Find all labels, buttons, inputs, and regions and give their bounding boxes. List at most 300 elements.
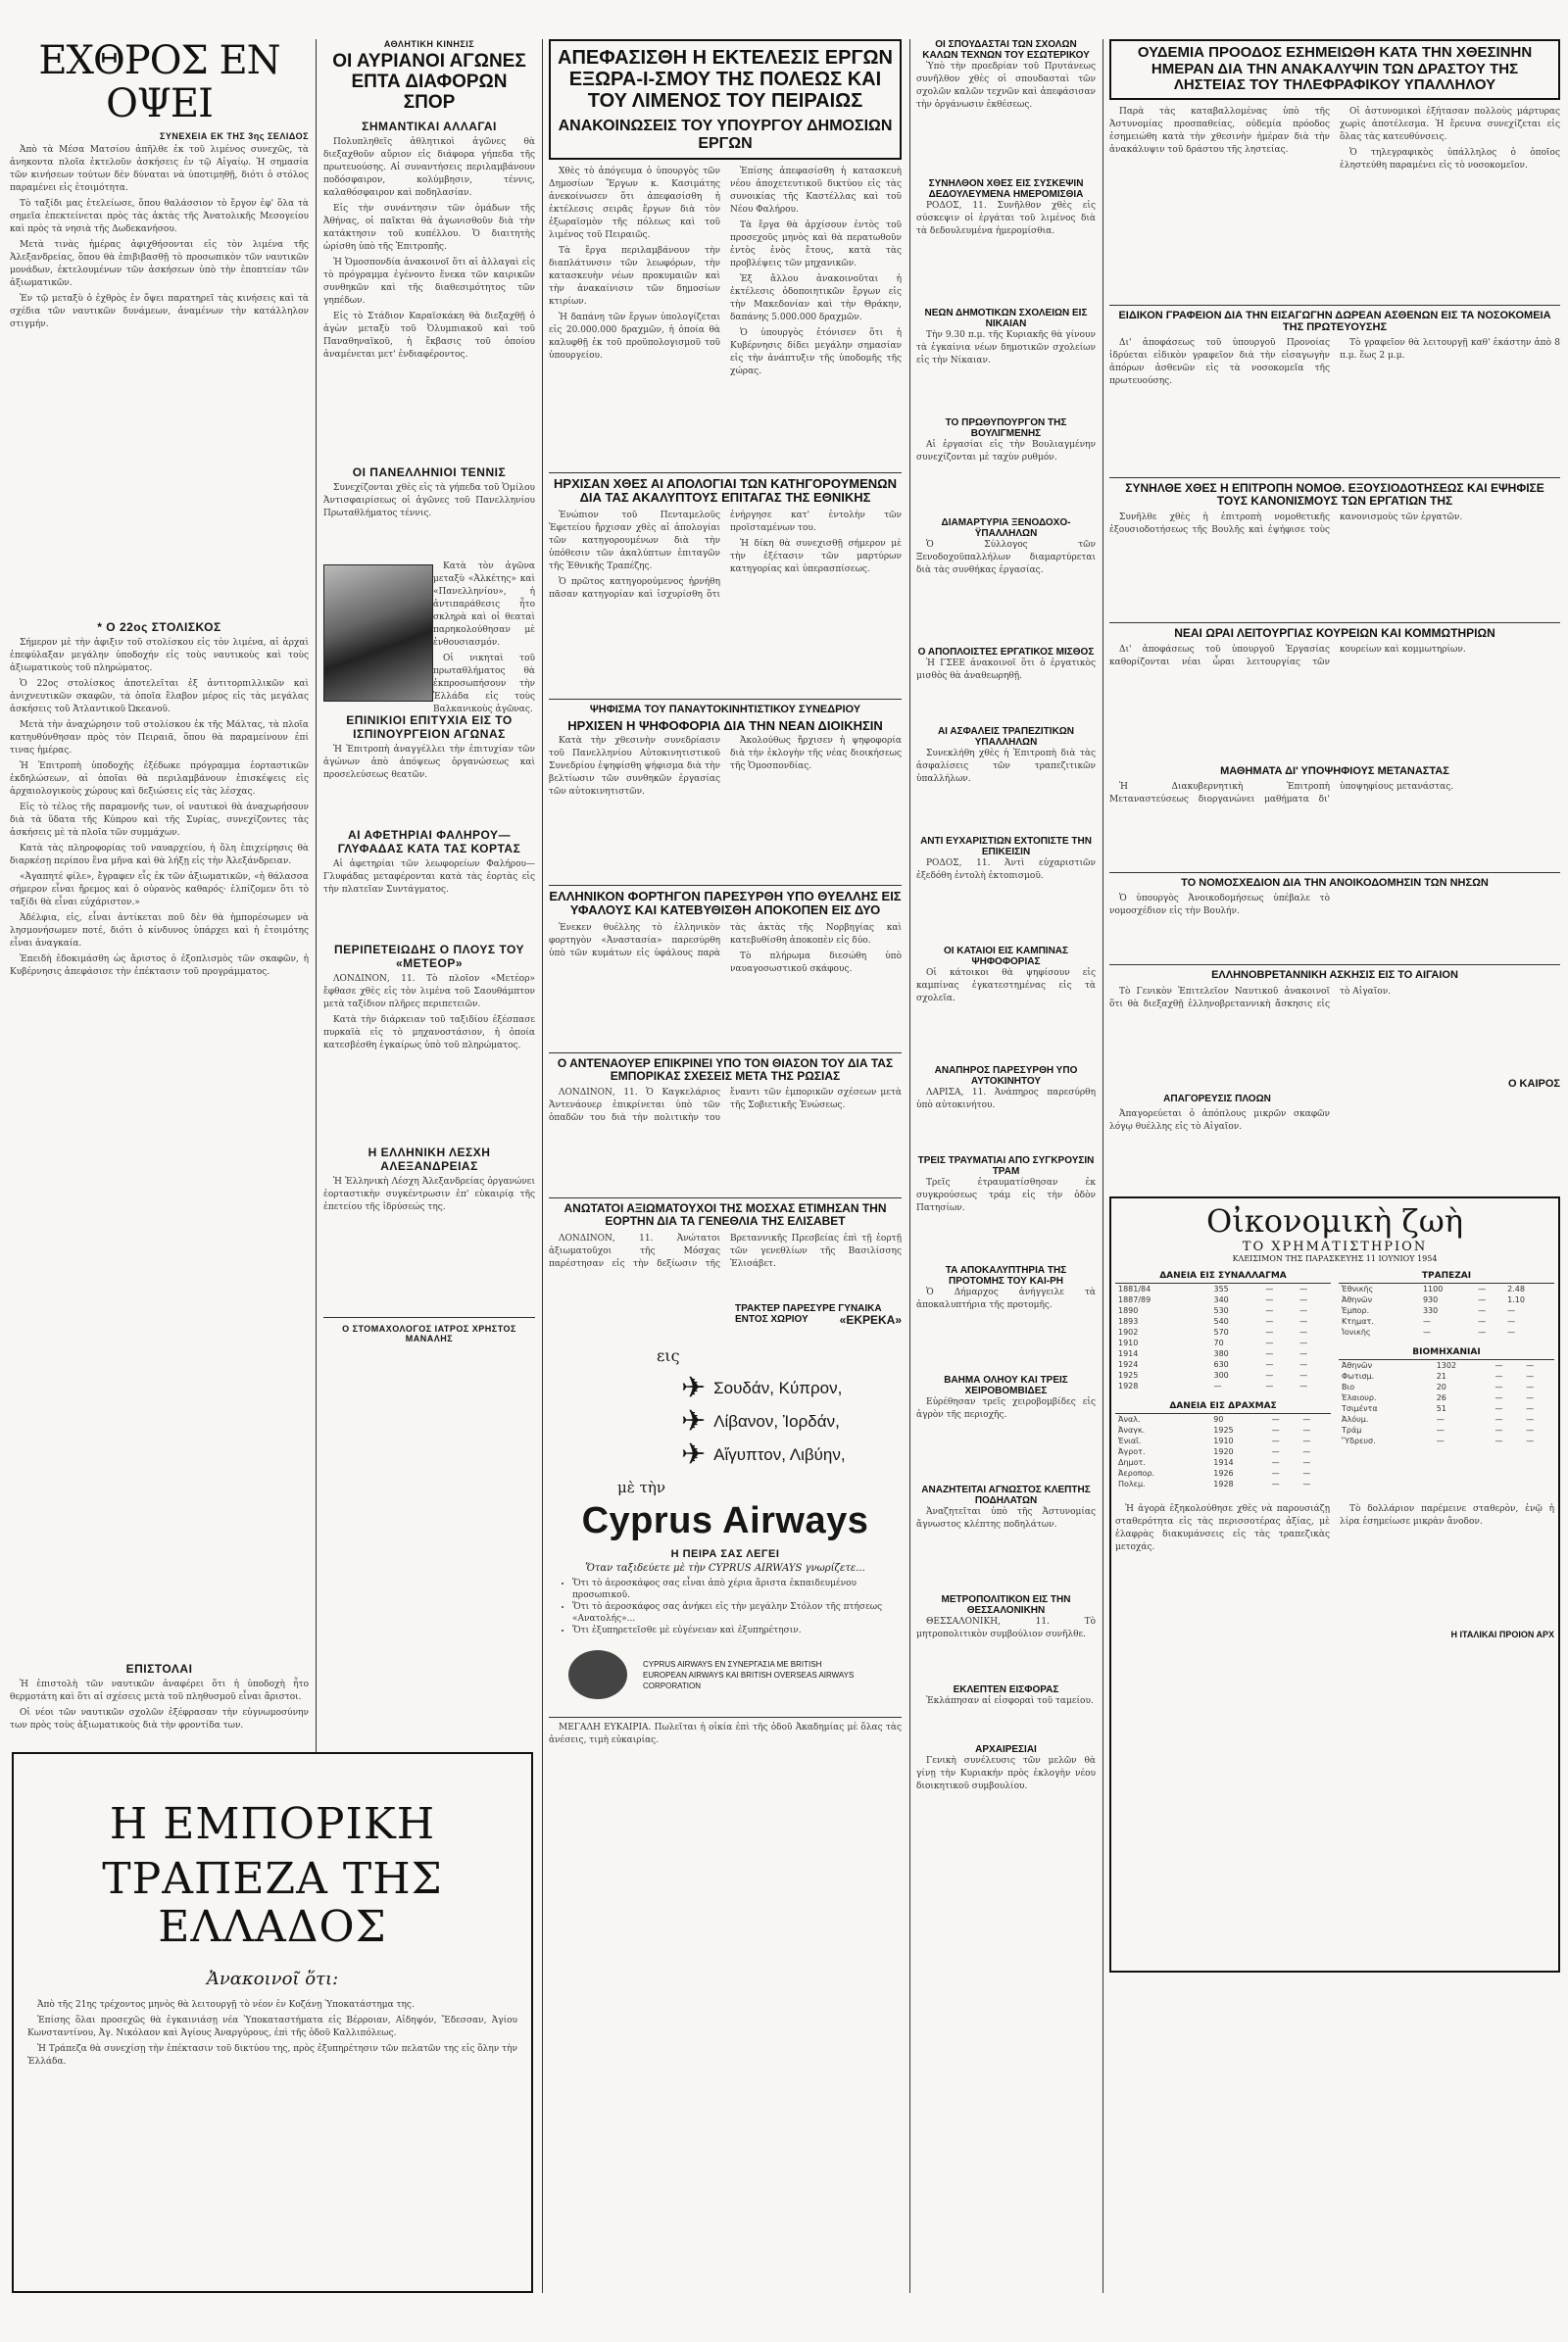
table-cell: — xyxy=(1265,1305,1274,1315)
kicker: ΑΘΛΗΤΙΚΗ ΚΙΝΗΣΙΣ xyxy=(383,39,475,49)
table-cell: — xyxy=(1478,1284,1487,1293)
table-cell: 1890 xyxy=(1118,1305,1139,1315)
article-text: Ὁ ὑπουργὸς Ἀνοικοδομήσεως ὑπέβαλε τὸ νομοσχέδιον εἰς τὴν Βουλήν. xyxy=(1109,894,1330,917)
table-cell: 90 xyxy=(1213,1414,1224,1424)
table-cell: — xyxy=(1302,1479,1311,1488)
table-cell: 355 xyxy=(1213,1284,1229,1293)
sports-photo xyxy=(323,564,433,702)
table-cell: Φωτισμ. xyxy=(1342,1371,1375,1381)
divider xyxy=(549,885,902,886)
table-cell: Κτηματ. xyxy=(1342,1316,1374,1326)
table-cell: — xyxy=(1302,1414,1311,1424)
table-cell: 1925 xyxy=(1118,1370,1139,1380)
section-subhead: ΠΕΡΙΠΕΤΕΙΩΔΗΣ Ο ΠΛΟΥΣ ΤΟΥ «ΜΕΤΕΟΡ» xyxy=(334,942,524,970)
table-cell: — xyxy=(1299,1359,1308,1369)
headline-adenauer: Ο ΑΝΤΕΝΑΟΥΕΡ ΕΠΙΚΡΙΝΕΙ ΥΠΟ ΤΟΝ ΘΙΑΣΟΝ ΤΟΥ ΔΙΑ ΤΑΣ ΕΜΠΟΡΙΚΑΣ ΣΧΕΣΕΙΣ ΜΕΤΑ ΤΗΣ ΡΩΣΙΑΣ xyxy=(557,1055,894,1083)
article-text: Ὁ Σύλλογος τῶν Ξενοδοχοϋπαλλήλων διαμαρτύρεται διὰ τὰς συνθήκας ἐργασίας. xyxy=(916,540,1096,575)
airline-name: Cyprus Airways xyxy=(581,1500,869,1541)
headline-robbery: ΟΥΔΕΜΙΑ ΠΡΟΟΔΟΣ ΕΣΗΜΕΙΩΘΗ ΚΑΤΑ ΤΗΝ ΧΘΕΣΙΝΗΝ ΗΜΕΡΑΝ ΔΙΑ ΤΗΝ ΑΝΑΚΑΛΥΨΙΝ ΤΩΝ ΔΡΑΣΤΟΥ ΤΗΣ ΛΗΣΤΕΙΑΣ ΤΟΥ ΤΗΛΕΦΡΑΦΙΚΟΥ ΥΠΑΛΛΗΛΟΥ xyxy=(1137,44,1533,93)
divider xyxy=(1109,305,1560,306)
table-row xyxy=(1115,1381,1331,1391)
article-text: Κατὰ τὴν χθεσινὴν συνεδρίασιν τοῦ Πανελληνίου Αὐτοκινητιστικοῦ Συνεδρίου ἐψηφίσθη ψήφισμα διὰ τὴν βελτίωσιν τῶν συνθηκῶν ἐργασίας τῶν αὐτοκινητιστῶν. Ἀκολούθως ἤρχισεν ἡ ψηφοφορία διὰ τὴν ἐκλογὴν τῆς νέας διοικήσεως τῆς Ὁμοσπονδίας. xyxy=(549,736,902,798)
table-cell: 1910 xyxy=(1213,1436,1234,1445)
headline-bust: ΤΑ ΑΠΟΚΑΛΥΠΤΗΡΙΑ ΤΗΣ ΠΡΟΤΟΜΗΣ ΤΟΥ ΚΑΙ-ΡΗ xyxy=(945,1265,1067,1287)
subheadline-ministry: ΑΝΑΚΟΙΝΩΣΕΙΣ ΤΟΥ ΥΠΟΥΡΓΟΥ ΔΗΜΟΣΙΩΝ ΕΡΓΩΝ xyxy=(558,118,893,152)
ad-footer: CYPRUS AIRWAYS ΕΝ ΣΥΝΕΡΓΑΣΙΑ ΜΕ BRITISH EUROPEAN AIRWAYS ΚΑΙ BRITISH OVERSEAS AIRWAYS CORPORATION xyxy=(643,1659,855,1690)
table-cell: 1.10 xyxy=(1507,1294,1525,1304)
table-row xyxy=(1339,1359,1554,1371)
route-row xyxy=(681,1372,902,1404)
headline-barbers: ΝΕΑΙ ΩΡΑΙ ΛΕΙΤΟΥΡΓΙΑΣ ΚΟΥΡΕΙΩΝ ΚΑΙ ΚΟΜΜΩΤΗΡΙΩΝ xyxy=(1174,626,1495,641)
table-cell: Ἰονικῆς xyxy=(1342,1327,1371,1337)
table-row xyxy=(1115,1338,1331,1348)
airplane-icon: ✈ xyxy=(681,1372,707,1404)
section-subhead: Η ΕΛΛΗΝΙΚΗ ΛΕΣΧΗ ΑΛΕΞΑΝΔΡΕΙΑΣ xyxy=(368,1145,491,1173)
table-cell: 340 xyxy=(1213,1294,1229,1304)
divider xyxy=(549,1052,902,1053)
table-cell: — xyxy=(1494,1371,1503,1381)
section-subhead: ΣΗΜΑΝΤΙΚΑΙ ΑΛΛΑΓΑΙ xyxy=(362,119,497,133)
table-cell: Ἀεροπορ. xyxy=(1118,1468,1155,1478)
table-row xyxy=(1339,1327,1554,1338)
table-cell: 1902 xyxy=(1118,1327,1139,1337)
table-title: ΔΑΝΕΙΑ ΕΙΣ ΣΥΝΑΛΛΑΓΜΑ xyxy=(1115,1269,1331,1284)
table-cell: — xyxy=(1436,1436,1445,1445)
bank-name-line-1: Η ΕΜΠΟΡΙΚΗ xyxy=(109,1799,436,1849)
bank-advertisement xyxy=(12,1752,533,2293)
top-headline-box xyxy=(1109,39,1560,100)
article-text: Ἡ Διακυβερνητικὴ Ἐπιτροπὴ Μεταναστεύσεως διοργανώνει μαθήματα δι' ὑποψηφίους μετανάστας. xyxy=(1109,782,1454,805)
column-rule xyxy=(542,39,543,2293)
ad-with: μὲ τὴν xyxy=(617,1479,665,1496)
table-cell: — xyxy=(1494,1436,1503,1445)
table-row xyxy=(1339,1392,1554,1403)
section-subhead: ΟΙ ΠΑΝΕΛΛΗΝΙΟΙ ΤΕΝΝΙΣ xyxy=(352,464,507,479)
headline-islands: ΤΟ ΝΟΜΟΣΧΕΔΙΟΝ ΔΙΑ ΤΗΝ ΑΝΟΙΚΟΔΟΜΗΣΙΝ ΤΩΝ ΝΗΣΩΝ xyxy=(1181,877,1489,890)
headline-enemy: ΕΧΘΡΟΣ ΕΝ ΟΨΕΙ xyxy=(38,38,280,126)
table-cell: — xyxy=(1271,1425,1280,1435)
table-cell: — xyxy=(1299,1348,1308,1358)
table-cell: — xyxy=(1299,1370,1308,1380)
table-row xyxy=(1115,1370,1331,1381)
table-row xyxy=(1115,1294,1331,1305)
table-cell: 630 xyxy=(1213,1359,1229,1369)
table-cell: 51 xyxy=(1436,1403,1446,1413)
article-text: Ἡ Ἐπιτροπὴ ἀναγγέλλει τὴν ἐπιτυχίαν τῶν ἀγώνων ἀπὸ ἀπόψεως ὀργανώσεως καὶ προσελεύσεως θεατῶν. xyxy=(323,744,535,780)
table-cell: Ἀθηνῶν xyxy=(1342,1294,1373,1304)
table-cell: — xyxy=(1302,1457,1311,1467)
table-cell: — xyxy=(1265,1370,1274,1380)
table-cell: — xyxy=(1265,1381,1274,1391)
route-egypt-libya: Αἴγυπτον, Λιβύην, xyxy=(713,1445,846,1464)
table-cell: Τράμ xyxy=(1342,1425,1362,1435)
article-text: ΛΟΝΔΙΝΟΝ, 11. Ὁ Καγκελάριος Ἀντενάουερ ἐπικρίνεται ὑπὸ τῶν ὀπαδῶν του διὰ τὴν πολιτικὴν του ἔναντι τῶν ἐμπορικῶν σχέσεων μετὰ τῆς Σοβιετικῆς Ἑνώσεως. xyxy=(549,1088,902,1124)
divider xyxy=(323,1317,535,1318)
continuation-note: ΣΥΝΕΧΕΙΑ ΕΚ ΤΗΣ 3ης ΣΕΛΙΔΟΣ xyxy=(159,131,309,141)
table-cell: 1914 xyxy=(1118,1348,1139,1358)
table-row xyxy=(1115,1327,1331,1338)
table-cell: — xyxy=(1526,1360,1535,1370)
headline-moscow: ΑΝΩΤΑΤΟΙ ΑΞΙΩΜΑΤΟΥΧΟΙ ΤΗΣ ΜΟΣΧΑΣ ΕΤΙΜΗΣΑΝ ΤΗΝ ΕΟΡΤΗΝ ΔΙΑ ΤΑ ΓΕΝΕΘΛΙΑ ΤΗΣ ΕΛΙΣΑΒΕΤ xyxy=(564,1201,887,1229)
table-cell: — xyxy=(1478,1294,1487,1304)
headline-booths: ΟΙ ΚΑΤΑΙΟΙ ΕΙΣ ΚΑΜΠΙΝΑΣ ΨΗΦΟΦΟΡΙΑΣ xyxy=(943,946,1069,967)
article-text: Πολυπληθεῖς ἀθλητικοὶ ἀγῶνες θὰ διεξαχθοῦν αὔριον εἰς διάφορα γήπεδα τῆς πρωτευούσης. Αἱ συναντήσεις περιλαμβάνουν ποδόσφαιρον, κολύμβησιν, τέννις, καλαθόσφαιρον καὶ ποδηλασίαν. Εἰς τὴν συνάντησιν τῶν ὁμάδων τῆς Ἀθήνας, οἱ παῖκται θὰ ἀγωνισθοῦν διὰ τὴν κατάκτησιν τοῦ κυπέλλου. Ὁ διαιτητὴς ὡρίσθη ὑπὸ τῆς Ἐπιτροπῆς. Ἡ Ὁμοσπονδία ἀνακοινοῖ ὅτι αἱ ἀλλαγαὶ εἰς τὸ πρόγραμμα ἐγένοντο ἕνεκα τῶν καιρικῶν συνθηκῶν καὶ τῆς διαθεσιμότητος τῶν γηπέδων. Εἰς τὸ Στάδιον Καραϊσκάκη θὰ διεξαχθῇ ὁ ἀγὼν μεταξὺ τοῦ Ὀλυμπιακοῦ καὶ τοῦ Παναθηναϊκοῦ, ἡ ἔκβασις τοῦ ὁποίου ἀναμένεται μετ' ἐνδιαφέροντος. xyxy=(323,136,535,360)
table-row xyxy=(1339,1305,1554,1316)
article-text: Τρεῖς ἐτραυματίσθησαν ἐκ συγκρούσεως τράμ εἰς τὴν ὁδὸν Πατησίων. xyxy=(916,1178,1096,1213)
table-row xyxy=(1115,1479,1331,1489)
table-cell: — xyxy=(1302,1446,1311,1456)
headline-hospital: ΕΙΔΙΚΟΝ ΓΡΑΦΕΙΟΝ ΔΙΑ ΤΗΝ ΕΙΣΑΓΩΓΗΝ ΔΩΡΕΑΝ ΑΣΘΕΝΩΝ ΕΙΣ ΤΑ ΝΟΣΟΚΟΜΕΙΑ ΤΗΣ ΠΡΩΤΕΥΟΥΣΗΣ xyxy=(1118,309,1551,333)
article-text: ΡΟΔΟΣ, 11. Ἀντὶ εὐχαριστιῶν ἐξεδόθη ἐντολὴ ἐκτοπισμοῦ. xyxy=(916,858,1096,881)
table-cell: 1928 xyxy=(1118,1381,1139,1391)
table-cell: 1914 xyxy=(1213,1457,1234,1467)
table-row xyxy=(1339,1436,1554,1446)
headline-art-students: ΟΙ ΣΠΟΥΔΑΣΤΑΙ ΤΩΝ ΣΧΟΛΩΝ ΚΑΛΩΝ ΤΕΧΝΩΝ ΤΟΥ ΕΣΩΤΕΡΙΚΟΥ xyxy=(922,39,1090,61)
table-cell: — xyxy=(1436,1425,1445,1435)
table-cell: — xyxy=(1271,1479,1280,1488)
headline-grenades: ΒΑΗΜΑ ΟΛΗΟΥ ΚΑΙ ΤΡΕΙΣ ΧΕΙΡΟΒΟΜΒΙΔΕΣ xyxy=(944,1375,1068,1396)
table-cell: 1910 xyxy=(1118,1338,1139,1347)
industries-table xyxy=(1339,1345,1554,1446)
column-rule xyxy=(1102,39,1103,2293)
ad-bullet: • Ὅτι ἐξυπηρετεῖσθε μὲ εὐγένειαν καὶ ἐξυπηρέτησιν. xyxy=(572,1625,902,1636)
article-text: Αἱ ἀφετηρίαι τῶν λεωφορείων Φαλήρου—Γλυφάδας μεταφέρονται κατὰ τὰς ἑορτὰς εἰς τὴν πλατεῖαν Συντάγματος. xyxy=(323,858,535,895)
table-cell: 1920 xyxy=(1213,1446,1234,1456)
article-text: Κατὰ τὸν ἀγῶνα μεταξὺ «Ἀλκέτης» καὶ «Πανελληνίου», ἡ ἀντιπαράθεσις ἦτο σκληρὰ καὶ οἱ θεαταὶ παρηκολούθησαν μὲ ἐνθουσιασμόν. Οἱ νικηταὶ τοῦ πρωταθλήματος θὰ ἐκπροσωπήσουν τὴν Ἑλλάδα εἰς τοὺς Βαλκανικοὺς ἀγῶνας. xyxy=(433,561,535,714)
table-cell: 2.48 xyxy=(1507,1284,1525,1293)
headline-bank-clerks: ΑΙ ΑΣΦΑΛΕΙΣ ΤΡΑΠΕΖΙΤΙΚΩΝ ΥΠΑΛΛΗΛΩΝ xyxy=(937,726,1075,748)
route-row xyxy=(681,1439,902,1471)
route-lebanon-jordan: Λίβανον, Ἰορδάν, xyxy=(713,1412,840,1431)
table-cell: — xyxy=(1299,1305,1308,1315)
headline-sail-ban: ΑΠΑΓΟΡΕΥΣΙΣ ΠΛΟΩΝ xyxy=(1163,1093,1271,1104)
table-cell: — xyxy=(1265,1338,1274,1347)
column-4 xyxy=(916,39,1096,2283)
headline-motorists: ΨΗΦΙΣΜΑ ΤΟΥ ΠΑΝΑΥΤΟΚΙΝΗΤΙΣΤΙΚΟΥ ΣΥΝΕΔΡΙΟΥ xyxy=(589,703,861,715)
table-cell: — xyxy=(1271,1468,1280,1478)
table-cell: — xyxy=(1494,1382,1503,1391)
table-cell: — xyxy=(1494,1360,1503,1370)
divider xyxy=(549,472,902,473)
finance-date: ΚΛΕΙΣΙΜΟΝ ΤΗΣ ΠΑΡΑΣΚΕΥΗΣ 11 ΙΟΥΝΙΟΥ 1954 xyxy=(1232,1253,1438,1263)
headline-schools: ΝΕΩΝ ΔΗΜΟΤΙΚΩΝ ΣΧΟΛΕΙΩΝ ΕΙΣ ΝΙΚΑΙΑΝ xyxy=(924,308,1088,329)
article-text: Δι' ἀποφάσεως τοῦ ὑπουργοῦ Προνοίας ἱδρύεται εἰδικὸν γραφεῖον διὰ τὴν εἰσαγωγὴν ἀπόρων ἀσθενῶν εἰς τὰ νοσοκομεῖα τῆς πρωτευούσης. Τὸ γραφεῖον θὰ λειτουργῇ καθ' ἑκάστην ἀπὸ 8 π.μ. ἕως 2 μ.μ. xyxy=(1109,337,1560,386)
table-cell: — xyxy=(1299,1381,1308,1391)
loans-drachma-table xyxy=(1115,1399,1331,1489)
bank-name-line-2: ΤΡΑΠΕΖΑ ΤΗΣ ΕΛΛΑΔΟΣ xyxy=(102,1854,443,1952)
table-row xyxy=(1339,1403,1554,1414)
article-text: Παρὰ τὰς καταβαλλομένας ὑπὸ τῆς Ἀστυνομίας προσπαθείας, οὐδεμία πρόοδος ἐσημειώθη κατὰ τὴν χθεσινὴν ἡμέραν διὰ τὴν ἀνακάλυψιν τοῦ δράστου τῆς ληστείας. Οἱ ἀστυνομικοὶ ἐξήτασαν πολλοὺς μάρτυρας χωρὶς ἀποτέλεσμα. Ἡ ἔρευνα συνεχίζεται εἰς ὅλας τὰς κατευθύνσεις. Ὁ τηλεγραφικὸς ὑπάλληλος ὁ ὁποῖος ἐληστεύθη παραμένει εἰς τὸ νοσοκομεῖον. xyxy=(1109,106,1560,171)
table-row xyxy=(1115,1359,1331,1370)
table-cell: 300 xyxy=(1213,1370,1229,1380)
headline-tractor: ΤΡΑΚΤΕΡ ΠΑΡΕΣΥΡΕ ΓΥΝΑΙΚΑ ΕΝΤΟΣ ΧΩΡΙΟΥ xyxy=(735,1302,882,1325)
article-text: Ἡ Ἑλληνικὴ Λέσχη Ἀλεξανδρείας ὀργανώνει ἑορταστικὴν συγκέντρωσιν ἐπ' εὐκαιρίᾳ τῆς ἐπετείου τῆς ἱδρύσεώς της. xyxy=(323,1176,535,1212)
article-text: Χθὲς τὸ ἀπόγευμα ὁ ὑπουργὸς τῶν Δημοσίων Ἔργων κ. Κασιμάτης ἀνεκοίνωσεν ὅτι ἀπεφασίσθη ἡ ἐκτέλεσις σειρᾶς ἔργων διὰ τὸν ἐξωραϊσμὸν τῆς πόλεως καὶ τοῦ λιμένος τοῦ Πειραιῶς. Τὰ ἔργα περιλαμβάνουν τὴν διαπλάτυνσιν τῶν λεωφόρων, τὴν κατασκευὴν νέων προκυμαιῶν καὶ τὴν ἀνακαίνισιν τῶν δημοσίων κτιρίων. Ἡ δαπάνη τῶν ἔργων ὑπολογίζεται εἰς 20.000.000 δραχμῶν, ἡ ὁποία θὰ καλυφθῇ ἐκ τοῦ προϋπολογισμοῦ τοῦ ὑπουργείου. Ἐπίσης ἀπεφασίσθη ἡ κατασκευὴ νέου ἀποχετευτικοῦ δικτύου εἰς τὰς συνοικίας τῆς Καστέλλας καὶ τοῦ Νέου Φαλήρου. Τὰ ἔργα θὰ ἀρχίσουν ἐντὸς τοῦ προσεχοῦς μηνὸς καὶ θὰ περατωθοῦν ἐντὸς ἑνὸς ἔτους, κατὰ τὰς προβλέψεις τῶν μηχανικῶν. Ἐξ ἄλλου ἀνακοινοῦται ἡ ἐκτέλεσις ὁδοποιητικῶν ἔργων εἰς τὴν Μακεδονίαν καὶ τὴν Θράκην, δαπάνης 5.000.000 δραχμῶν. Ὁ ὑπουργὸς ἐτόνισεν ὅτι ἡ Κυβέρνησις δίδει μεγάλην σημασίαν εἰς τὴν ἀνάπτυξιν τῆς ὑποδομῆς τῆς χώρας. xyxy=(549,167,902,377)
table-title: ΒΙΟΜΗΧΑΝΙΑΙ xyxy=(1339,1345,1554,1360)
headline-thanks: ΑΝΤΙ ΕΥΧΑΡΙΣΤΙΩΝ ΕΧΤΟΠΙΣΤΕ ΤΗΝ ΕΠΙΚΕΙΣΙΝ xyxy=(920,836,1092,857)
table-cell: — xyxy=(1494,1403,1503,1413)
table-cell: — xyxy=(1478,1327,1487,1337)
table-cell: 1100 xyxy=(1422,1284,1444,1293)
ad-bullet: • Ὅτι τὸ ἀεροσκάφος σας εἶναι ἀπὸ χέρια ἄριστα ἐκπαιδευμένου προσωπικοῦ. xyxy=(572,1578,902,1601)
bottom-headline: Η ΙΤΑΛΙΚΑΙ ΠΡΟΙΟΝ ΑΡΧ xyxy=(1450,1629,1554,1639)
table-title: ΔΑΝΕΙΑ ΕΙΣ ΔΡΑΧΜΑΣ xyxy=(1115,1399,1331,1414)
main-headline-box xyxy=(549,39,902,160)
bank-announcement-text: Ἀπὸ τῆς 21ης τρέχοντος μηνὸς θὰ λειτουργῇ τὸ νέον ἐν Κοζάνῃ Ὑποκατάστημα της. Ἐπίσης ὅλαι προσεχῶς θὰ ἐγκαινιάσῃ νέα Ὑποκαταστήματα εἰς Βέρροιαν, Αἰδηψόν, Ἔδεσσαν, Ἁγίου Κωνσταντίνου, Ἀγ. Νικόλαον καὶ Ἀγίους Ἀναργύρους, ἐπὶ τῆς ὁδοῦ Καλλιπόλεως. Ἡ Τράπεζα θὰ συνεχίσῃ τὴν ἐπέκτασιν τοῦ δικτύου της, πρὸς ἐξυπηρέτησιν τῶν πελατῶν της εἰς ὅλην τὴν Ἑλλάδα. xyxy=(27,2000,517,2068)
headline-emigrants: ΜΑΘΗΜΑΤΑ ΔΙ' ΥΠΟΨΗΦΙΟΥΣ ΜΕΤΑΝΑΣΤΑΣ xyxy=(1220,765,1449,778)
table-cell: — xyxy=(1526,1414,1535,1424)
table-cell: 20 xyxy=(1436,1382,1446,1391)
table-cell: — xyxy=(1526,1425,1535,1435)
table-cell: 380 xyxy=(1213,1348,1229,1358)
article-text: Ἐκλάπησαν αἱ εἰσφοραὶ τοῦ ταμείου. xyxy=(926,1696,1094,1706)
table-cell: Ἑνιαῖ. xyxy=(1118,1436,1142,1445)
table-title: ΤΡΑΠΕΖΑΙ xyxy=(1339,1269,1554,1284)
table-cell: Ἐθνικῆς xyxy=(1342,1284,1374,1293)
article-text: Ὁ Δήμαρχος ἀνήγγειλε τὰ ἀποκαλυπτήρια τῆς προτομῆς. xyxy=(916,1288,1096,1310)
table-row xyxy=(1115,1316,1331,1327)
section-subhead: * Ο 22ος ΣΤΟΛΙΣΚΟΣ xyxy=(97,620,221,634)
article-text: Ἐνεκεν θυέλλης τὸ ἑλληνικὸν φορτηγὸν «Ἀναστασία» παρεσύρθη ὑπὸ τῶν κυμάτων εἰς ὑφάλους παρὰ τὰς ἀκτὰς τῆς Νορβηγίας καὶ κατεβυθίσθη ἀποκοπὲν εἰς δύο. Τὸ πλήρωμα διεσώθη ὑπὸ ναυαγοσωστικοῦ σκάφους. xyxy=(549,922,902,974)
table-cell: — xyxy=(1526,1436,1535,1445)
article-text: Ἡ ΓΣΕΕ ἀνακοινοῖ ὅτι ὁ ἐργατικὸς μισθὸς θὰ ἀναθεωρηθῇ. xyxy=(916,659,1096,681)
table-cell: — xyxy=(1271,1446,1280,1456)
headline-vote: ΗΡΧΙΣΕΝ Η ΨΗΦΟΦΟΡΙΑ ΔΙΑ ΤΗΝ ΝΕΑΝ ΔΙΟΙΚΗΣΙΝ xyxy=(567,717,883,733)
table-cell: — xyxy=(1271,1436,1280,1445)
table-row xyxy=(1339,1283,1554,1294)
cyprus-airways-advertisement xyxy=(549,1313,902,2288)
headline-trial: ΗΡΧΙΣΑΝ ΧΘΕΣ ΑΙ ΑΠΟΛΟΓΙΑΙ ΤΩΝ ΚΑΤΗΓΟΡΟΥΜΕΝΩΝ ΔΙΑ ΤΑΣ ΑΚΑΛΥΠΤΟΥΣ ΕΠΙΤΑΓΑΣ ΤΗΣ ΕΘΝΙΚΗΣ xyxy=(554,476,897,506)
table-cell: — xyxy=(1299,1327,1308,1337)
article-text: Ἀπαγορεύεται ὁ ἀπόπλους μικρῶν σκαφῶν λόγῳ θυέλλης εἰς τὸ Αἰγαῖον. xyxy=(1109,1108,1330,1132)
table-row xyxy=(1115,1283,1331,1294)
table-cell: Ἀναλ. xyxy=(1118,1414,1141,1424)
table-row xyxy=(1115,1348,1331,1359)
bank-announcement-label: Ἀνακοινοῖ ὅτι: xyxy=(206,1969,339,1990)
table-cell: 26 xyxy=(1436,1392,1446,1402)
table-cell: — xyxy=(1478,1316,1487,1326)
headline-sports: ΟΙ ΑΥΡΙΑΝΟΙ ΑΓΩΝΕΣ ΕΠΤΑ ΔΙΑΦΟΡΩΝ ΣΠΟΡ xyxy=(332,51,526,113)
ad-eis: εις xyxy=(657,1346,680,1365)
table-cell: — xyxy=(1299,1294,1308,1304)
table-cell: 1893 xyxy=(1118,1316,1139,1326)
article-text: Συνῆλθε χθὲς ἡ ἐπιτροπὴ νομοθετικῆς ἐξουσιοδοτήσεως τῆς Βουλῆς καὶ ἐψήφισε τοὺς κανονισμοὺς τῶν ἐργατῶν. xyxy=(1109,512,1463,536)
headline-disabled: ΑΝΑΠΗΡΟΣ ΠΑΡΕΣΥΡΘΗ ΥΠΟ ΑΥΤΟΚΙΝΗΤΟΥ xyxy=(934,1065,1078,1087)
table-cell: 1302 xyxy=(1436,1360,1457,1370)
table-cell: — xyxy=(1265,1294,1274,1304)
column-2 xyxy=(323,39,535,1749)
article-text: Εὑρέθησαν τρεῖς χειροβομβίδες εἰς ἀγρὸν τῆς περιοχῆς. xyxy=(916,1397,1096,1420)
table-row xyxy=(1115,1468,1331,1479)
headline-thief: ΑΝΑΖΗΤΕΙΤΑΙ ΑΓΝΩΣΤΟΣ ΚΛΕΠΤΗΣ ΠΟΔΗΛΑΤΩΝ xyxy=(921,1485,1091,1506)
article-text: Ἀναζητεῖται ὑπὸ τῆς Ἀστυνομίας ἄγνωστος κλέπτης ποδηλάτων. xyxy=(916,1507,1096,1530)
table-cell: — xyxy=(1271,1414,1280,1424)
headline-exercise: ΕΛΛΗΝΟΒΡΕΤΑΝΝΙΚΗ ΑΣΚΗΣΙΣ ΕΙΣ ΤΟ ΑΙΓΑΙΟΝ xyxy=(1211,969,1458,982)
ad-slogan: Η ΠΕΙΡΑ ΣΑΣ ΛΕΓΕΙ xyxy=(670,1548,780,1560)
article-text: Συνεχίζονται χθὲς εἰς τὰ γήπεδα τοῦ Ὁμίλου Ἀντισφαιρίσεως οἱ ἀγῶνες τοῦ Πανελληνίου Πρωταθλήματος τέννις. xyxy=(323,482,535,518)
table-row xyxy=(1115,1305,1331,1316)
table-cell: — xyxy=(1265,1316,1274,1326)
article-text: Οἱ κάτοικοι θὰ ψηφίσουν εἰς καμπίνας ἐγκατεστημένας εἰς τὰ σχολεῖα. xyxy=(916,968,1096,1003)
table-row xyxy=(1115,1413,1331,1425)
finance-title: Οἰκονομικὴ ζωὴ xyxy=(1205,1201,1464,1240)
table-cell: — xyxy=(1526,1392,1535,1402)
table-cell: — xyxy=(1422,1327,1431,1337)
table-row xyxy=(1115,1425,1331,1436)
ad-bullet-list xyxy=(559,1578,902,1636)
table-cell: Ἀθηνῶν xyxy=(1342,1360,1373,1370)
article-text: Ἀπὸ τὰ Μέσα Ματσίου ἀπῆλθε ἐκ τοῦ λιμένος συνεχῶς, τὰ ἀνηκοντα πλοῖα ἐκτελοῦν ἀσκήσεις ἐν τῷ Αἰγαίῳ. Ἡ σημασία τῶν κινήσεων τούτων δὲν δύναται νὰ ὑποτιμηθῇ, διότι ὁ στόλος παραμένει εἰς ἐτοιμότητα. Τὸ ταξίδι μας ἐτελείωσε, ὅπου θαλάσσιον τὸ ἔργον ἐφ' ὅλα τὰ σημεῖα ἐπεκτείνεται πρὸς τὰς ἀκτὰς τῆς Ἀνατολικῆς Μεσογείου καὶ πρὸς τὰ νησιὰ τῆς Δωδεκανήσου. Μετὰ τινὰς ἡμέρας ἀφιχθήσονται εἰς τὸν λιμένα τῆς Ἀλεξανδρείας, ὅπου θὰ ἐπιβιβασθῇ τὸ προσωπικὸν τῶν ναυτικῶν μονάδων, ἐκτελουμένων τῶν ἀσκήσεων ὑπὸ τὴν ἐποπτείαν τῶν ἀξιωματικῶν. Ἐν τῷ μεταξὺ ὁ ἐχθρὸς ἐν ὄψει παρατηρεῖ τὰς κινήσεις καὶ τὰ σχέδια τῶν ναυτικῶν δυνάμεων, ἀναμένων τὴν κατάλληλον στιγμήν. xyxy=(10,145,309,329)
table-cell: — xyxy=(1494,1392,1503,1402)
article-text: Δι' ἀποφάσεως τοῦ ὑπουργοῦ Ἐργασίας καθορίζονται νέαι ὧραι λειτουργίας τῶν κουρείων καὶ κομμωτηρίων. xyxy=(1109,645,1466,668)
headline-labour-wage: Ο ΑΠΟΠΛΟΙΣΤΕΣ ΕΡΓΑΤΙΚΟΣ ΜΙΣΘΟΣ xyxy=(917,647,1095,658)
table-cell: — xyxy=(1507,1327,1516,1337)
divider xyxy=(549,699,902,700)
article-text: Γενικὴ συνέλευσις τῶν μελῶν θὰ γίνῃ τὴν Κυριακήν πρὸς ἐκλογὴν νέου διοικητικοῦ συμβουλίου. xyxy=(916,1756,1096,1791)
table-cell: Βιο xyxy=(1342,1382,1355,1391)
table-row xyxy=(1115,1446,1331,1457)
cyprus-airways-logo xyxy=(568,1650,627,1699)
table-cell: Πολεμ. xyxy=(1118,1479,1146,1488)
column-5 xyxy=(1109,39,1560,2283)
table-cell: 540 xyxy=(1213,1316,1229,1326)
table-row xyxy=(1115,1457,1331,1468)
table-cell: — xyxy=(1265,1284,1274,1293)
table-cell: Ἀλόυμ. xyxy=(1342,1414,1369,1424)
section-subhead: ΑΙ ΑΦΕΤΗΡΙΑΙ ΦΑΛΗΡΟΥ—ΓΛΥΦΑΔΑΣ ΚΑΤΑ ΤΑΣ ΚΟΡΤΑΣ xyxy=(337,827,521,855)
article-text: Ἐνώπιον τοῦ Πενταμελοῦς Ἐφετείου ἤρχισαν χθὲς αἱ ἀπολογίαι τῶν κατηγορουμένων διὰ τὴν ὑπόθεσιν τῶν ἀκαλύπτων ἐπιταγῶν τῆς Ἐθνικῆς Τραπέζης. Ὁ πρῶτος κατηγορούμενος ἠρνήθη πᾶσαν κατηγορίαν καὶ ἰσχυρίσθη ὅτι ἐνήργησε κατ' ἐντολὴν τῶν προϊσταμένων του. Ἡ δίκη θὰ συνεχισθῇ σήμερον μὲ τὴν ἐξέτασιν τῶν μαρτύρων κατηγορίας καὶ ὑπερασπίσεως. xyxy=(549,510,902,600)
table-row xyxy=(1339,1371,1554,1382)
table-row xyxy=(1339,1414,1554,1425)
article-text: ΡΟΔΟΣ, 11. Συνῆλθον χθὲς εἰς σύσκεψιν οἱ ἐργάται τοῦ λιμένος διὰ τὰ δεδουλευμένα ἡμερομίσθια. xyxy=(916,201,1096,236)
table-cell: 1887/89 xyxy=(1118,1294,1152,1304)
table-cell: — xyxy=(1299,1316,1308,1326)
table-cell: Ἐλαιουρ. xyxy=(1342,1392,1377,1402)
article-text: Τὴν 9.30 π.μ. τῆς Κυριακῆς θὰ γίνουν τὰ ἐγκαίνια νέων δημοτικῶν σχολείων εἰς τὴν Νίκαιαν. xyxy=(916,330,1096,366)
headline-piraeus-works: ΑΠΕΦΑΣΙΣΘΗ Η ΕΚΤΕΛΕΣΙΣ ΕΡΓΩΝ ΕΞΩΡΑ-Ι-ΣΜΟΥ ΤΗΣ ΠΟΛΕΩΣ ΚΑΙ ΤΟΥ ΛΙΜΕΝΟΣ ΤΟΥ ΠΕΙΡΑΙΩΣ xyxy=(558,47,893,112)
table-row xyxy=(1115,1436,1331,1446)
finance-text: Ἡ ἀγορὰ ἐξηκολούθησε χθὲς νὰ παρουσιάζῃ σταθερότητα εἰς τὰς περισσοτέρας ἀξίας, μὲ ἐλαφρὰς διακυμάνσεις εἰς τὰς τραπεζικὰς μετοχάς. Τὸ δολλάριον παρέμεινε σταθερὸν, ἐνῷ ἡ λίρα ἐσημείωσε μικρὰν ἄνοδον. xyxy=(1115,1503,1554,1552)
divider xyxy=(1109,622,1560,623)
doctor-notice: Ο ΣΤΟΜΑΧΟΛΟΓΟΣ ΙΑΤΡΟΣ ΧΡΗΣΤΟΣ ΜΑΝΑΛΗΣ xyxy=(342,1323,516,1343)
table-row xyxy=(1339,1425,1554,1436)
table-cell: Ὕδρευσ. xyxy=(1342,1436,1376,1445)
airplane-icon: ✈ xyxy=(681,1405,707,1438)
loans-foreign-table xyxy=(1115,1269,1331,1391)
table-cell: — xyxy=(1299,1284,1308,1293)
table-cell: 530 xyxy=(1213,1305,1229,1315)
article-text: Ὑπὸ τὴν προεδρίαν τοῦ Πρυτάνεως συνῆλθον χθὲς οἱ σπουδασταὶ τῶν σχολῶν καλῶν τεχνῶν καὶ ἀπεφάσισαν τὴν ὀργάνωσιν ἐκθέσεως. xyxy=(916,62,1096,110)
section-subhead: ΕΠΙΝΙΚΙΟΙ ΕΠΙΤΥΧΙΑ ΕΙΣ ΤΟ ΙΣΠΙΝΟΥΡΓΕΙΟΝ ΑΓΩΝΑΣ xyxy=(346,712,513,741)
divider xyxy=(1109,872,1560,873)
headline-weather: Ο ΚΑΙΡΟΣ xyxy=(1507,1077,1560,1090)
table-cell: — xyxy=(1526,1382,1535,1391)
article-text: Ἡ ἐπιστολὴ τῶν ναυτικῶν ἀναφέρει ὅτι ἡ ὑποδοχὴ ἦτο θερμοτάτη καὶ ὅτι αἱ σχέσεις μετὰ τοῦ πληθυσμοῦ εἶναι ἄριστοι. Οἱ νέοι τῶν ναυτικῶν σχολῶν ἐξέφρασαν τὴν εὐγνωμοσύνην των πρὸς τοὺς ἀξιωματικοὺς διὰ τὴν φροντίδα των. xyxy=(10,1680,309,1731)
ad-bullet: • Ὅτι τὸ ἀεροσκάφος σας ἀνήκει εἰς τὴν μεγάλην Στόλον τῆς πτήσεως «Ανατολής»... xyxy=(572,1601,902,1625)
table-cell: 1926 xyxy=(1213,1468,1234,1478)
headline-tram: ΤΡΕΙΣ ΤΡΑΥΜΑΤΙΑΙ ΑΠΟ ΣΥΓΚΡΟΥΣΙΝ ΤΡΑΜ xyxy=(917,1155,1095,1177)
article-text: ΘΕΣΣΑΛΟΝΙΚΗ, 11. Τὸ μητροπολιτικὸν συμβούλιον συνῆλθε. xyxy=(916,1617,1096,1639)
table-cell: — xyxy=(1526,1403,1535,1413)
table-cell: — xyxy=(1507,1316,1516,1326)
article-text: ΛΑΡΙΣΑ, 11. Ἀνάπηρος παρεσύρθη ὑπὸ αὐτοκινήτου. xyxy=(916,1088,1096,1110)
article-text: Συνεκλήθη χθὲς ἡ Ἐπιτροπὴ διὰ τὰς ἀσφαλίσεις τῶν τραπεζιτικῶν ὑπαλλήλων. xyxy=(916,749,1096,784)
table-cell: — xyxy=(1299,1338,1308,1347)
section-subhead: ΕΠΙΣΤΟΛΑΙ xyxy=(125,1662,193,1676)
banks-table xyxy=(1339,1269,1554,1338)
table-cell: — xyxy=(1265,1359,1274,1369)
classified-text: ΜΕΓΑΛΗ ΕΥΚΑΙΡΙΑ. Πωλεῖται ἡ οἰκία ἐπὶ τῆς ὁδοῦ Ἀκαδημίας μὲ ὅλας τὰς ἀνέσεις, τιμὴ εὐκαιρίας. xyxy=(549,1717,902,1996)
table-cell: 1924 xyxy=(1118,1359,1139,1369)
divider xyxy=(549,1197,902,1198)
table-cell: 930 xyxy=(1422,1294,1439,1304)
headline-cargo-ship: ΕΛΛΗΝΙΚΟΝ ΦΟΡΤΗΓΟΝ ΠΑΡΕΣΥΡΘΗ ΥΠΟ ΘΥΕΛΛΗΣ ΕΙΣ ΥΦΑΛΟΥΣ ΚΑΙ ΚΑΤΕΒΥΘΙΣΘΗ ΑΠΟΚΟΠΕΝ ΕΙΣ ΔΥΟ xyxy=(549,889,902,918)
table-row xyxy=(1339,1294,1554,1305)
article-text: Σήμερον μὲ τὴν ἀφιξιν τοῦ στολίσκου εἰς τὸν λιμένα, αἱ ἀρχαὶ ἐπεφύλαξαν μεγάλην ὑποδοχήν εἰς τοὺς ναυτικοὺς καὶ τοὺς ἀξιωματικοὺς τοῦ πληρώματος. Ὁ 22ος στολίσκος ἀποτελεῖται ἐξ ἀντιτορπιλλικῶν καὶ ἀνιχνευτικῶν σκαφῶν, τὰ ὁποῖα ἔλαβον μέρος εἰς τὰς μεγάλας ἀσκήσεις τοῦ Ἀτλαντικοῦ Ὠκεανοῦ. Μετὰ τὴν ἀναχώρησιν τοῦ στολίσκου ἐκ τῆς Μάλτας, τὰ πλοῖα κατηυθύνθησαν πρὸς τὸν Πειραιᾶ, ὅπου θὰ παραμείνουν ἐπί τινας ἡμέρας. Ἡ Ἐπιτροπὴ ὑποδοχῆς ἐξέδωκε πρόγραμμα ἑορταστικῶν ἐκδηλώσεων, αἱ ὁποῖαι θὰ περιλαμβάνουν ἐπισκέψεις εἰς ἀρχαιολογικοὺς χώρους καὶ δεξιώσεις εἰς τὰς λέσχας. Εἰς τὸ τέλος τῆς παραμονῆς των, οἱ ναυτικοὶ θὰ ἀναχωρήσουν διὰ τὰ ὕδατα τῆς Κύπρου καὶ τῆς Συρίας, συνεχίζοντες τὰς ἀσκήσεις μὲ τὰ πλοῖα τῶν συμμάχων. Κατὰ τὰς πληροφορίας τοῦ ναυαρχείου, ἡ ὅλη ἐπιχείρησις θὰ διαρκέσῃ περίπου ἕνα μῆνα καὶ θὰ λήξῃ εἰς τὴν Ἀλεξάνδρειαν. «Ἀγαπητέ φίλε», ἔγραφεν εἷς ἐκ τῶν ἀξιωματικῶν, «ἡ θάλασσα σήμερον εἶναι ἤρεμος καὶ ὁ οὐρανὸς καθαρός· ἐλπίζομεν ὅτι τὸ ταξίδι θὰ εἶναι εὐχάριστον.» Ἀδέλφια, εἰς, εἶναι ἀντίκεται ποῦ δὲν θὰ ἠμπορέσωμεν νὰ λησμονήσωμεν ποτέ, διότι ὁ κίνδυνος ὑπάρχει καὶ ἡ ἐτοιμότης εἶναι ἀναγκαία. Ἐπειδὴ ἐδοκιμάσθη ὡς ἄριστος ὁ ἐξοπλισμὸς τῶν σκαφῶν, ἡ Κυβέρνησις ἀπεφάσισε τὴν ἐπέκτασιν τοῦ προγράμματος. xyxy=(10,638,309,977)
table-cell: Ἀγροτ. xyxy=(1118,1446,1146,1456)
table-cell: Τσιμέντα xyxy=(1342,1403,1378,1413)
headline-thessaloniki: ΜΕΤΡΟΠΟΛΙΤΙΚΟΝ ΕΙΣ ΤΗΝ ΘΕΣΣΑΛΟΝΙΚΗΝ xyxy=(941,1594,1071,1616)
headline-elections: ΑΡΧΑΙΡΕΣΙΑΙ xyxy=(975,1744,1037,1755)
table-cell: 1928 xyxy=(1213,1479,1234,1488)
divider xyxy=(1109,964,1560,965)
table-cell: 1881/84 xyxy=(1118,1284,1152,1293)
table-cell: Ἐμπορ. xyxy=(1342,1305,1370,1315)
table-cell: — xyxy=(1302,1436,1311,1445)
table-cell: — xyxy=(1422,1316,1431,1326)
table-cell: — xyxy=(1265,1348,1274,1358)
table-cell: — xyxy=(1526,1371,1535,1381)
table-cell: Δημοτ. xyxy=(1118,1457,1146,1467)
article-text: ΛΟΝΔΙΝΟΝ, 11. Τὸ πλοῖον «Μετέορ» ἔφθασε χθὲς εἰς τὸν λιμένα τοῦ Σαουθάμπτον μετὰ ταξίδιον πλῆρες περιπετειῶν. Κατὰ τὴν διάρκειαν τοῦ ταξιδίου ἐξέσπασε πυρκαϊὰ εἰς τὸ μηχανοστάσιον, ἡ ὁποία κατεσβέσθη ἐγκαίρως ὑπὸ τοῦ πληρώματος. xyxy=(323,973,535,1050)
route-row xyxy=(681,1405,902,1438)
airplane-icon: ✈ xyxy=(681,1439,707,1471)
finance-subtitle: ΤΟ ΧΡΗΜΑΤΙΣΤΗΡΙΟΝ xyxy=(1242,1239,1428,1254)
headline-contribution: ΕΚΛΕΠΤΕΝ ΕΙΣΦΟΡΑΣ xyxy=(953,1684,1059,1695)
table-cell: — xyxy=(1507,1305,1516,1315)
table-cell: — xyxy=(1302,1425,1311,1435)
headline-committee: ΣΥΝΗΛΘΕ ΧΘΕΣ Η ΕΠΙΤΡΟΠΗ ΝΟΜΟΘ. ΕΞΟΥΣΙΟΔΟΤΗΣΕΩΣ ΚΑΙ ΕΨΗΦΙΣΕ ΤΟΥΣ ΚΑΝΟΝΙΣΜΟΥΣ ΤΩΝ ΕΡΓΑΤΙΩΝ ΤΗΣ xyxy=(1125,480,1544,508)
headline-hotel-staff: ΔΙΑΜΑΡΤΥΡΙΑ ΞΕΝΟΔΟΧΟ-ΫΠΑΛΛΗΛΩΝ xyxy=(941,517,1071,539)
divider xyxy=(1109,477,1560,478)
table-cell: — xyxy=(1494,1414,1503,1424)
headline-wages: ΣΥΝΗΛΘΟΝ ΧΘΕΣ ΕΙΣ ΣΥΣΚΕΨΙΝ ΔΕΔΟΥΛΕΥΜΕΝΑ ΗΜΕΡΟΜΙΣΘΙΑ xyxy=(928,178,1084,200)
headline-vouliagmeni: ΤΟ ΠΡΩΘΥΠΟΥΡΓΟΝ ΤΗΣ ΒΟΥΛΙΓΜΕΝΗΣ xyxy=(945,417,1067,439)
table-cell: — xyxy=(1271,1457,1280,1467)
ad-tag: «ΕΚΡΕΚΑ» xyxy=(839,1313,902,1327)
table-row xyxy=(1339,1316,1554,1327)
route-sudan-cyprus: Σουδάν, Κύπρον, xyxy=(713,1379,843,1397)
table-cell: — xyxy=(1265,1327,1274,1337)
finance-section xyxy=(1109,1196,1560,1973)
table-cell: — xyxy=(1436,1414,1445,1424)
table-cell: — xyxy=(1213,1381,1222,1391)
table-cell: 570 xyxy=(1213,1327,1229,1337)
article-text: ΛΟΝΔΙΝΟΝ, 11. Ἀνώτατοι ἀξιωματοῦχοι τῆς Μόσχας παρέστησαν εἰς τὴν δεξίωσιν τῆς Βρεταννικῆς Πρεσβείας ἐπὶ τῇ ἑορτῇ τῶν γενεθλίων τῆς Βασιλίσσης Ἐλισάβετ. xyxy=(549,1233,902,1269)
table-row xyxy=(1339,1382,1554,1392)
table-cell: Ἀναγκ. xyxy=(1118,1425,1146,1435)
table-cell: 21 xyxy=(1436,1371,1446,1381)
column-rule xyxy=(909,39,910,2293)
ad-tagline: Ὅταν ταξιδεύετε μὲ τὴν CYPRUS AIRWAYS γνωρίζετε... xyxy=(585,1563,865,1574)
article-text: Αἱ ἐργασίαι εἰς τὴν Βουλιαγμένην συνεχίζονται μὲ ταχὺν ρυθμόν. xyxy=(916,440,1096,463)
table-cell: — xyxy=(1494,1425,1503,1435)
table-cell: 330 xyxy=(1422,1305,1439,1315)
table-cell: — xyxy=(1478,1305,1487,1315)
table-cell: 70 xyxy=(1213,1338,1224,1347)
article-text: Τὸ Γενικὸν Ἐπιτελεῖον Ναυτικοῦ ἀνακοινοῖ ὅτι θὰ διεξαχθῇ ἑλληνοβρεταννικὴ ἄσκησις εἰς τὸ Αἰγαῖον. xyxy=(1109,986,1392,1009)
table-cell: 1925 xyxy=(1213,1425,1234,1435)
